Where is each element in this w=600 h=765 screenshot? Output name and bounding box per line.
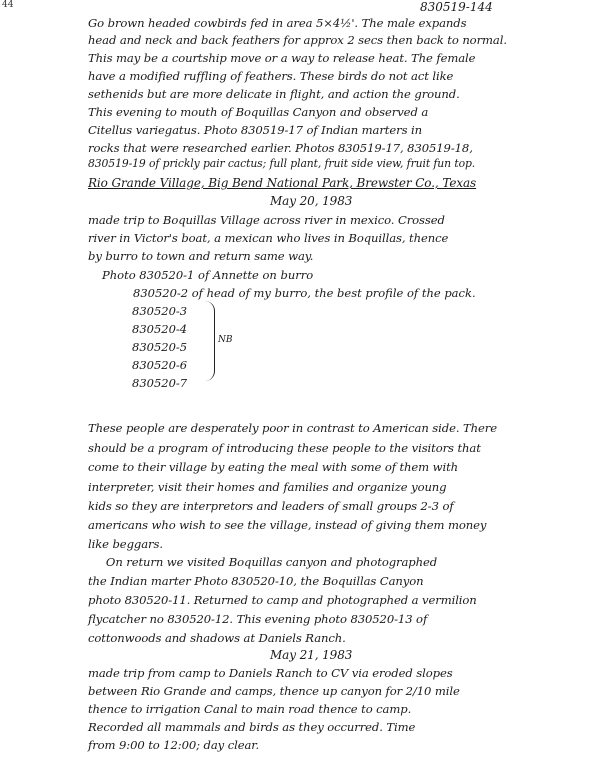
- text-line: have a modified ruffling of feathers. These birds do not act like: [88, 69, 454, 83]
- text-line: cottonwoods and shadows at Daniels Ranch.: [88, 631, 346, 645]
- text-line: like beggars.: [88, 537, 163, 551]
- text-line: Citellus variegatus. Photo 830519-17 of Indian marters in: [88, 123, 422, 137]
- text-line: head and neck and back feathers for approx 2 secs then back to normal.: [88, 33, 507, 47]
- text-line: Go brown headed cowbirds fed in area 5×4½'. The male expands: [88, 16, 467, 30]
- text-line: These people are desperately poor in contrast to American side. There: [88, 421, 497, 435]
- text-line: should be a program of introducing these people to the visitors that: [88, 441, 481, 455]
- curly-bracket: [204, 301, 215, 381]
- page-id: 830519-144: [420, 0, 493, 14]
- text-line: between Rio Grande and camps, thence up canyon for 2/10 mile: [88, 684, 460, 698]
- text-line: from 9:00 to 12:00; day clear.: [88, 738, 260, 752]
- text-line: by burro to town and return same way.: [88, 249, 314, 263]
- photo-entry: 830520-7: [132, 376, 188, 390]
- text-line: On return we visited Boquillas canyon and photographed: [88, 555, 438, 569]
- photo-entry: 830520-6: [132, 358, 188, 372]
- photo-entry: 830520-2 of head of my burro, the best profile of the pack.: [133, 286, 476, 300]
- text-line: made trip from camp to Daniels Ranch to CV via eroded slopes: [88, 666, 453, 680]
- text-line: americans who wish to see the village, instead of giving them money: [88, 518, 487, 532]
- location-heading: Rio Grande Village, Big Bend National Park, Brewster Co., Texas: [88, 176, 477, 190]
- entry-date: May 20, 1983: [270, 194, 353, 208]
- margin-note: 44: [2, 0, 14, 10]
- text-line: This evening to mouth of Boquillas Canyon and observed a: [88, 105, 429, 119]
- text-line: made trip to Boquillas Village across river in mexico. Crossed: [88, 213, 445, 227]
- text-line: Recorded all mammals and birds as they occurred. Time: [88, 720, 416, 734]
- text-line: interpreter, visit their homes and families and organize young: [88, 480, 447, 494]
- text-line: come to their village by eating the meal with some of them with: [88, 460, 459, 474]
- nb-note: NB: [218, 335, 233, 345]
- text-line: rocks that were researched earlier. Photos 830519-17, 830519-18,: [88, 141, 473, 155]
- photo-entry: 830520-3: [132, 304, 188, 318]
- entry-date: May 21, 1983: [270, 648, 353, 662]
- text-line: the Indian marter Photo 830520-10, the Boquillas Canyon: [88, 574, 424, 588]
- text-line: river in Victor's boat, a mexican who lives in Boquillas, thence: [88, 231, 449, 245]
- text-line: kids so they are interpretors and leaders of small groups 2-3 of: [88, 499, 454, 513]
- photo-entry: Photo 830520-1 of Annette on burro: [102, 268, 314, 282]
- photo-entry: 830520-4: [132, 322, 188, 336]
- text-line: 830519-19 of prickly pair cactus; full plant, fruit side view, fruit fun top.: [88, 157, 476, 170]
- text-line: thence to irrigation Canal to main road thence to camp.: [88, 702, 412, 716]
- text-line: sethenids but are more delicate in flight, and action the ground.: [88, 87, 460, 101]
- photo-entry: 830520-5: [132, 340, 188, 354]
- text-line: photo 830520-11. Returned to camp and photographed a vermilion: [88, 593, 477, 607]
- text-line: This may be a courtship move or a way to release heat. The female: [88, 51, 476, 65]
- text-line: flycatcher no 830520-12. This evening photo 830520-13 of: [88, 612, 428, 626]
